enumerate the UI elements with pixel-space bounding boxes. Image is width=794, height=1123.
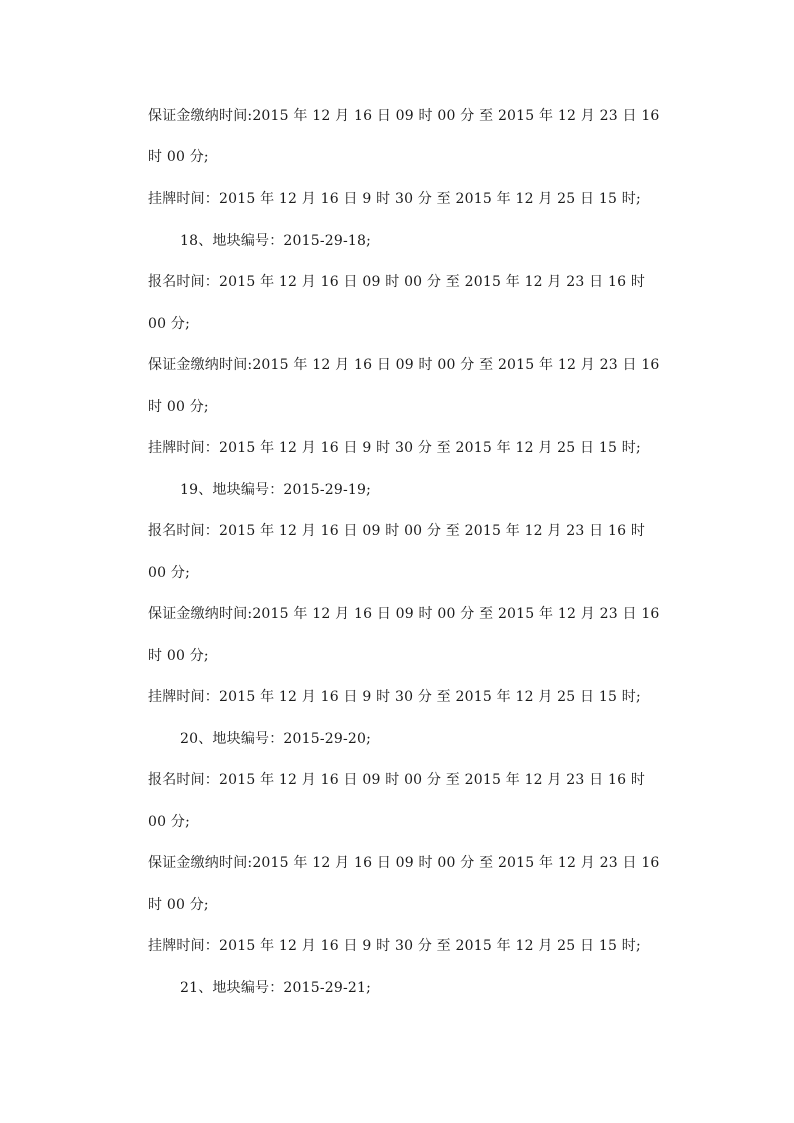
text-line: 时 00 分; — [148, 648, 209, 664]
text-line: 挂牌时间：2015 年 12 月 16 日 9 时 30 分 至 2015 年 12 月 25 日 15 时; — [148, 689, 641, 705]
text-line: 保证金缴纳时间:2015 年 12 月 16 日 09 时 00 分 至 2015 年 12 月 23 日 16 — [148, 357, 660, 373]
text-line: 报名时间：2015 年 12 月 16 日 09 时 00 分 至 2015 年 12 月 23 日 16 时 — [148, 523, 646, 539]
text-line: 报名时间：2015 年 12 月 16 日 09 时 00 分 至 2015 年 12 月 23 日 16 时 — [148, 772, 646, 788]
text-line: 报名时间：2015 年 12 月 16 日 09 时 00 分 至 2015 年 12 月 23 日 16 时 — [148, 274, 646, 290]
text-line: 时 00 分; — [148, 149, 209, 165]
parcel-heading: 20、地块编号：2015-29-20; — [180, 731, 372, 747]
text-line: 挂牌时间：2015 年 12 月 16 日 9 时 30 分 至 2015 年 12 月 25 日 15 时; — [148, 440, 641, 456]
text-line: 00 分; — [148, 814, 190, 830]
text-line: 保证金缴纳时间:2015 年 12 月 16 日 09 时 00 分 至 2015 年 12 月 23 日 16 — [148, 855, 660, 871]
text-line: 保证金缴纳时间:2015 年 12 月 16 日 09 时 00 分 至 2015 年 12 月 23 日 16 — [148, 108, 660, 124]
text-line: 挂牌时间：2015 年 12 月 16 日 9 时 30 分 至 2015 年 12 月 25 日 15 时; — [148, 938, 641, 954]
text-line: 00 分; — [148, 316, 190, 332]
parcel-heading: 18、地块编号：2015-29-18; — [180, 233, 372, 249]
parcel-heading: 19、地块编号：2015-29-19; — [180, 482, 372, 498]
text-line: 挂牌时间：2015 年 12 月 16 日 9 时 30 分 至 2015 年 12 月 25 日 15 时; — [148, 191, 641, 207]
text-line: 时 00 分; — [148, 897, 209, 913]
text-line: 00 分; — [148, 565, 190, 581]
text-line: 保证金缴纳时间:2015 年 12 月 16 日 09 时 00 分 至 2015 年 12 月 23 日 16 — [148, 606, 660, 622]
text-line: 时 00 分; — [148, 399, 209, 415]
parcel-heading: 21、地块编号：2015-29-21; — [180, 980, 372, 996]
